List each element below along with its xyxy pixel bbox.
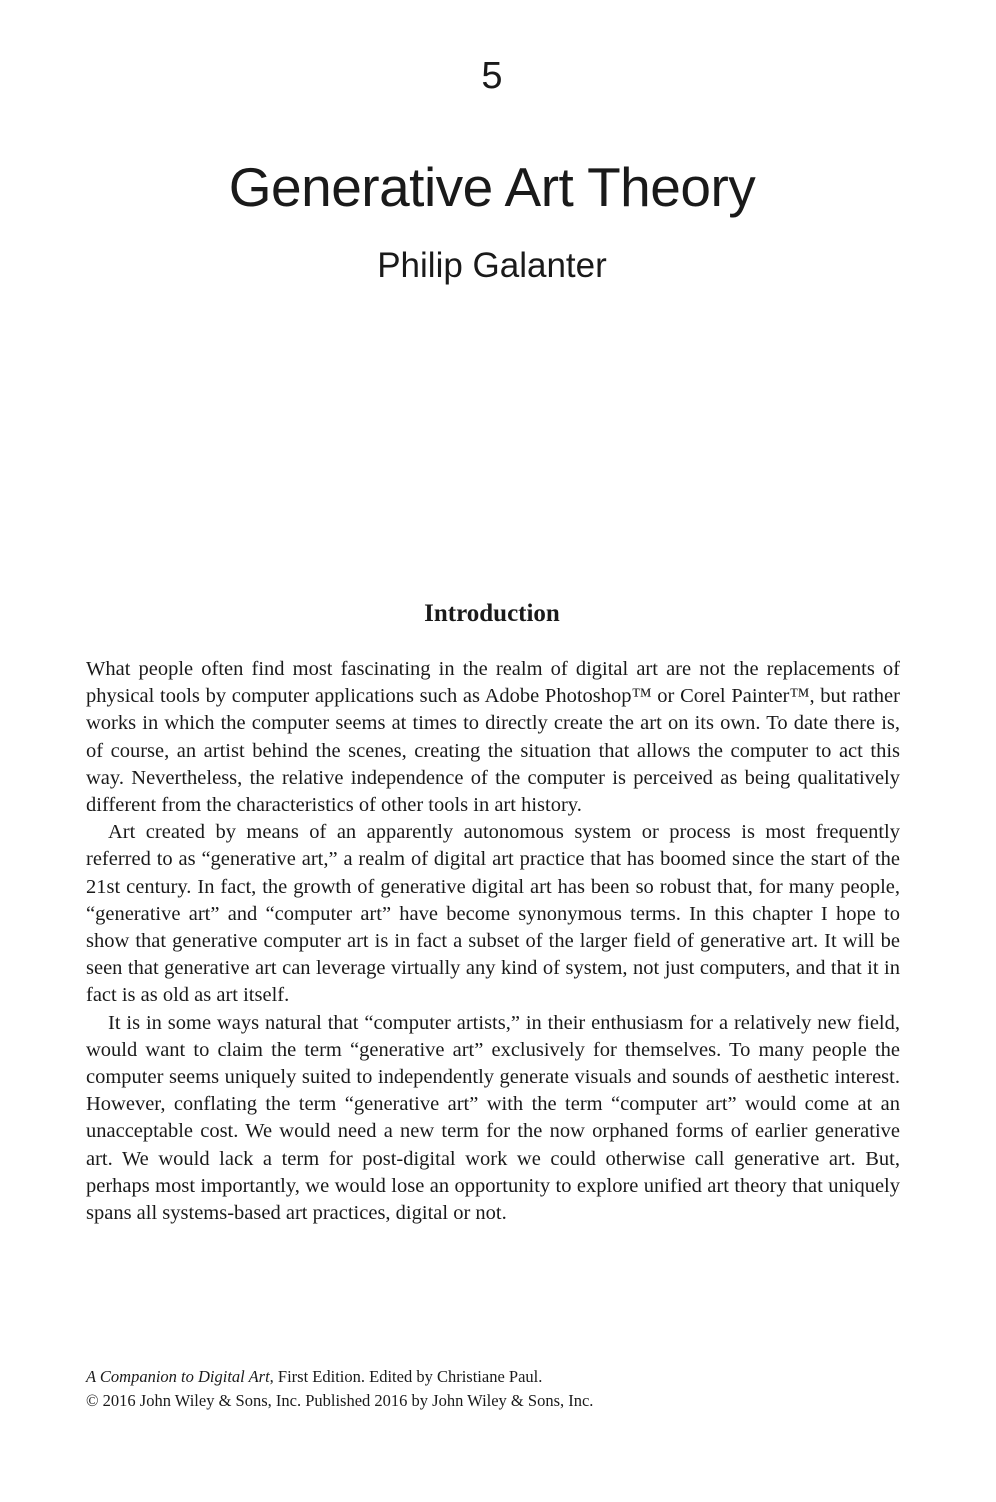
- paragraph: It is in some ways natural that “computer artists,” in their enthusiasm for a relatively new field, would want to claim the term “generative art” exclusively for themselves. To many people the computer seems uniquely suited to independently generate visuals and sounds of aesthetic interest. However, conflating the term “generative art” with the term “computer art” would come at an unacceptable cost. We would need a new term for the now orphaned forms of earlier generative art. We would lack a term for post-digital work we could otherwise call generative art. But, perhaps most importantly, we would lose an opportunity to explore unified art theory that uniquely spans all systems-based art practices, digital or not.: [86, 1011, 900, 1225]
- paragraph: Art created by means of an apparently autonomous system or process is most frequently referred to as “generative art,” a realm of digital art practice that has boomed since the start of the 21st century. In fact, the growth of generative digital art has been so robust that, for many people, “generative art” and “computer art” have become synonymous terms. In this chapter I hope to show that generative computer art is in fact a subset of the larger field of generative art. It will be seen that generative art can leverage virtually any kind of system, not just computers, and that it in fact is as old as art itself.: [86, 821, 900, 1007]
- chapter-number: 5: [481, 55, 503, 97]
- body-text: [86, 656, 900, 1227]
- chapter-title: Generative Art Theory: [228, 156, 756, 218]
- chapter-author: Philip Galanter: [377, 246, 607, 285]
- copyright-line: © 2016 John Wiley & Sons, Inc. Published 2016 by John Wiley & Sons, Inc.: [86, 1391, 594, 1410]
- paragraph: What people often find most fascinating in the realm of digital art are not the replacements of physical tools by computer applications such as Adobe Photoshop™ or Corel Painter™, but rather works in which the computer seems at times to directly create the art on its own. To date there is, of course, an artist behind the scenes, creating the situation that allows the computer to act this way. Nevertheless, the relative independence of the computer is perceived as being qualitatively different from the characteristics of other tools in art history.: [86, 658, 900, 817]
- section-heading: Introduction: [424, 600, 560, 627]
- edition-text: , First Edition. Edited by Christiane Paul.: [269, 1367, 543, 1386]
- footnote-edition-line: [86, 1365, 900, 1389]
- footnote: [86, 1365, 900, 1413]
- book-title: A Companion to Digital Art: [86, 1367, 270, 1386]
